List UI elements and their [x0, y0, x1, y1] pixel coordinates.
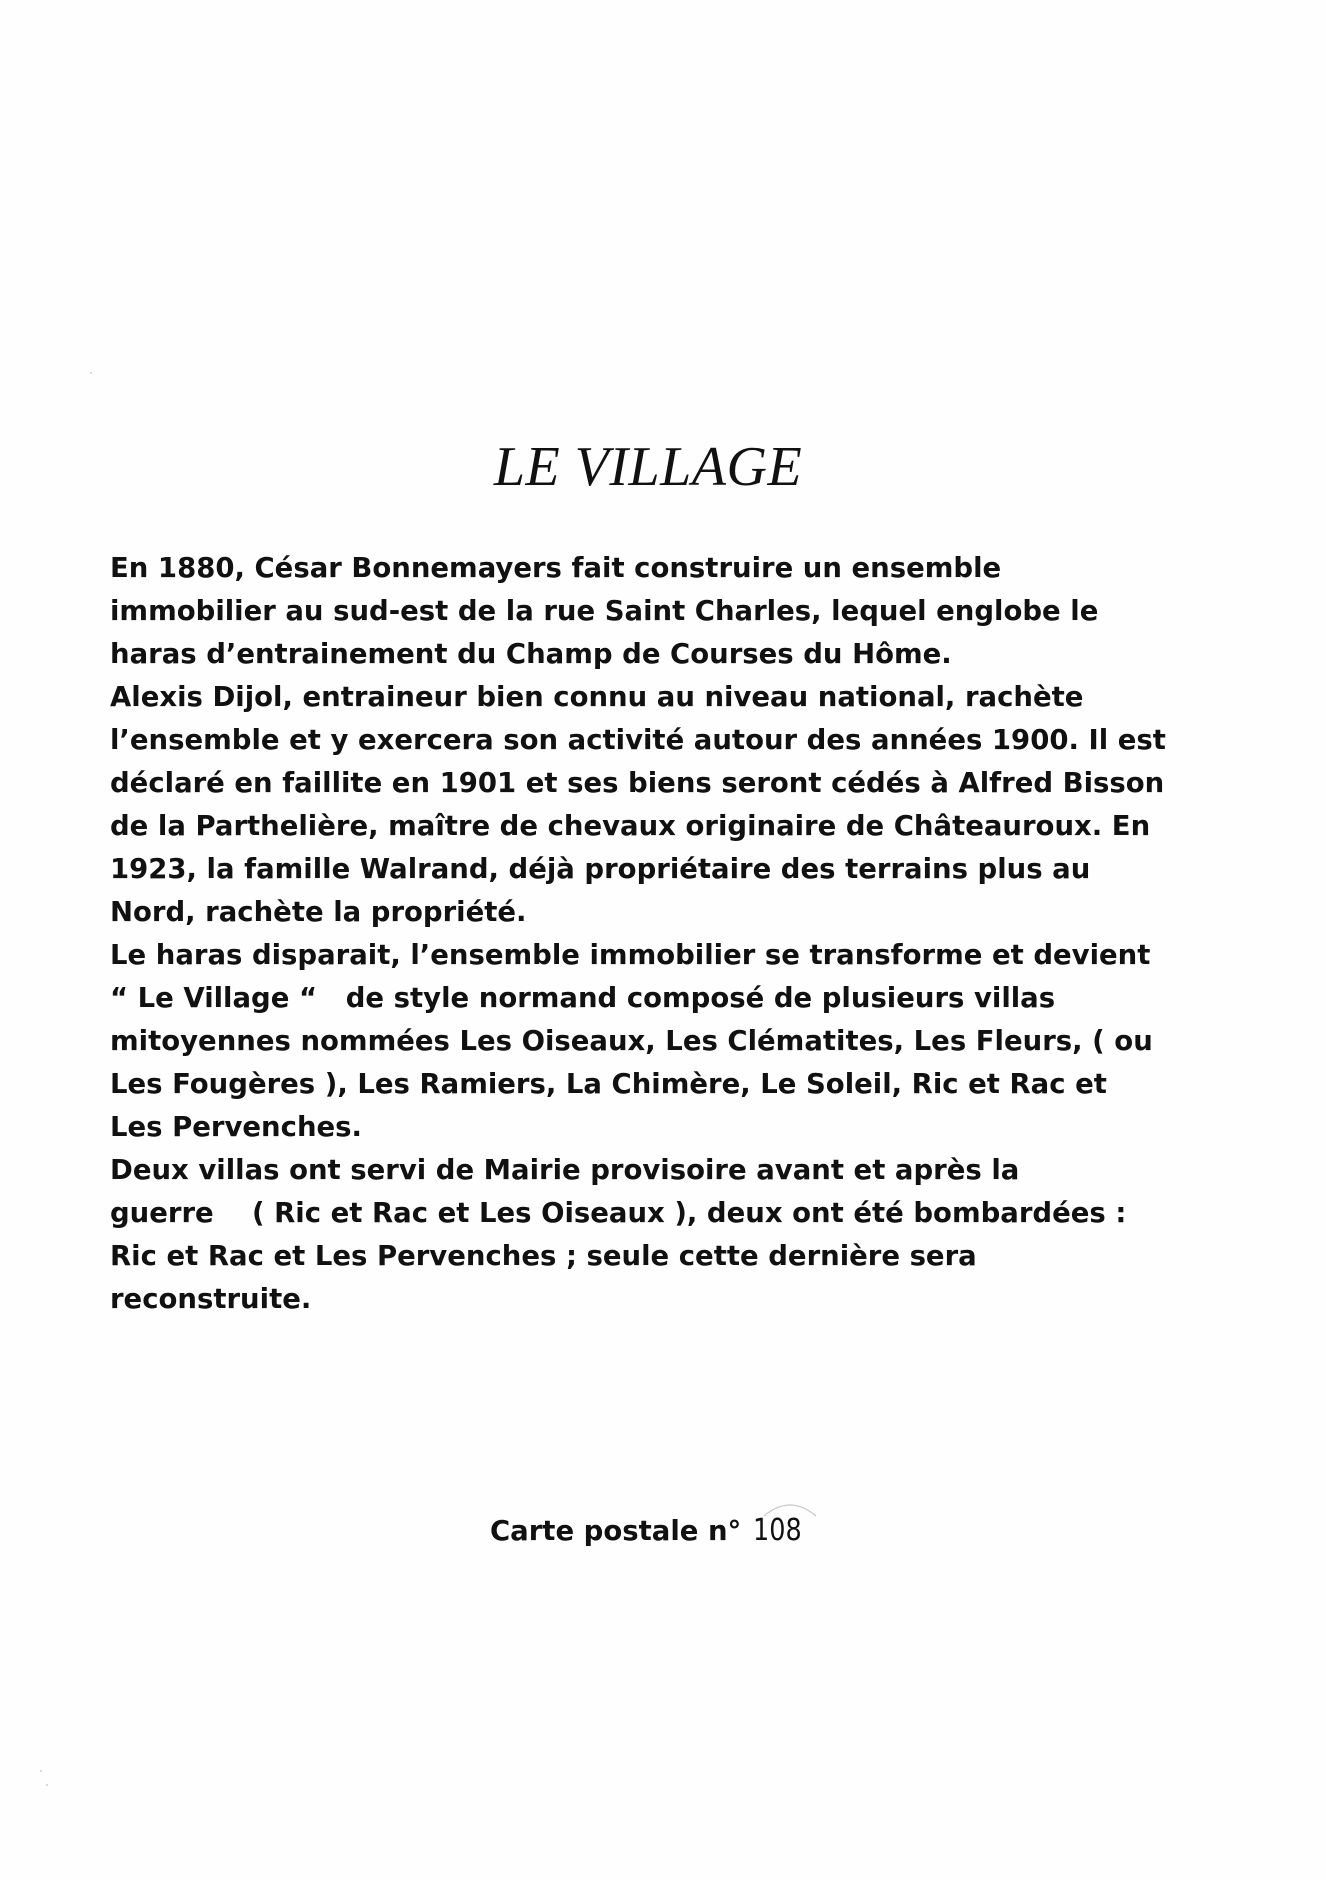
- body-line: “ Le Village “ de style normand composé de plusieurs villas: [110, 982, 1056, 1014]
- body-line: de la Parthelière, maître de chevaux originaire de Châteauroux. En: [110, 810, 1151, 842]
- caption-label: Carte postale n°: [490, 1515, 742, 1547]
- body-line: immobilier au sud-est de la rue Saint Charles, lequel englobe le: [110, 595, 1099, 627]
- body-line: guerre ( Ric et Rac et Les Oiseaux ), deux ont été bombardées :: [110, 1197, 1127, 1229]
- body-line: Les Pervenches.: [110, 1111, 362, 1143]
- body-text: [110, 547, 1270, 1321]
- caption: [490, 1513, 810, 1548]
- body-line: l’ensemble et y exercera son activité autour des années 1900. Il est: [110, 724, 1166, 756]
- body-line: 1923, la famille Walrand, déjà propriétaire des terrains plus au: [110, 853, 1091, 885]
- caption-number: 108: [752, 1513, 802, 1548]
- body-line: Nord, rachète la propriété.: [110, 896, 527, 928]
- body-line: Le haras disparait, l’ensemble immobilier se transforme et devient: [110, 939, 1151, 971]
- scan-speck: [40, 1770, 42, 1772]
- body-line: Les Fougères ), Les Ramiers, La Chimère, Le Soleil, Ric et Rac et: [110, 1068, 1107, 1100]
- body-line: En 1880, César Bonnemayers fait construire un ensemble: [110, 552, 1002, 584]
- body-line: Deux villas ont servi de Mairie provisoire avant et après la: [110, 1154, 1020, 1186]
- body-line: mitoyennes nommées Les Oiseaux, Les Clématites, Les Fleurs, ( ou: [110, 1025, 1153, 1057]
- scan-speck: [90, 372, 92, 374]
- body-line: haras d’entrainement du Champ de Courses du Hôme.: [110, 638, 952, 670]
- body-line: Alexis Dijol, entraineur bien connu au niveau national, rachète: [110, 681, 1084, 713]
- body-line: Ric et Rac et Les Pervenches ; seule cette dernière sera: [110, 1240, 977, 1272]
- body-line: reconstruite.: [110, 1283, 312, 1315]
- scan-speck: [46, 1784, 48, 1786]
- body-line: déclaré en faillite en 1901 et ses biens seront cédés à Alfred Bisson: [110, 767, 1165, 799]
- page-title: LE VILLAGE: [493, 436, 803, 498]
